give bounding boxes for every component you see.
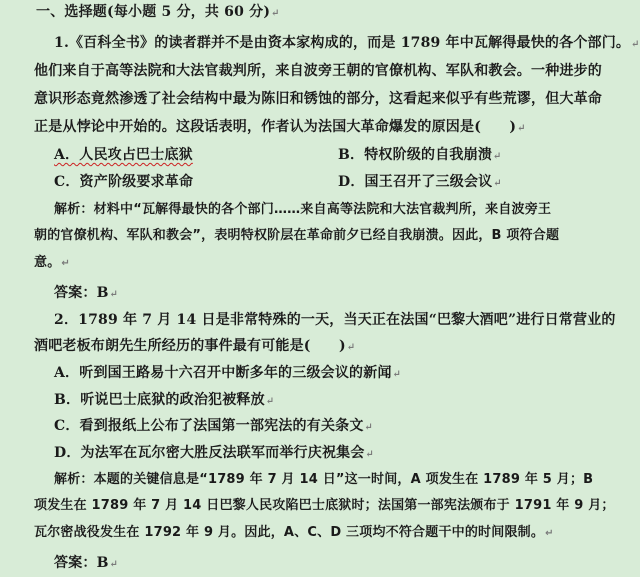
paragraph-mark: ↵ — [365, 449, 375, 460]
section-title — [0, 2, 626, 24]
q2-stem-line — [0, 310, 626, 330]
q1-explanation-text: 朝的官僚机构、军队和教会”，表明特权阶层在革命前夕已经自我崩溃。因此，B 项符合题 — [34, 228, 560, 243]
q2-option-a-text: A．听到国王路易十六召开中断多年的三级会议的新闻 — [54, 365, 392, 381]
paragraph-mark: ↵ — [631, 39, 640, 50]
q2-explanation-line — [0, 523, 626, 544]
q1-explanation-text: 意。 — [34, 255, 61, 270]
q1-option-a-text: A．人民攻占巴士底狱 — [54, 147, 193, 163]
paragraph-mark: ↵ — [392, 369, 402, 380]
q1-option-b-text: B．特权阶级的自我崩溃 — [338, 147, 493, 163]
q2-explanation-line — [0, 470, 626, 490]
q2-option-c[interactable] — [0, 416, 626, 438]
q2-stem-line — [0, 336, 626, 358]
paragraph-mark: ↵ — [517, 123, 526, 134]
q1-answer-text: 答案：B — [54, 285, 109, 301]
q1-answer — [0, 283, 626, 305]
q2-explanation-text: 项发生在 1789 年 7 月 14 日巴黎人民攻陷巴士底狱时；法国第一部宪法颁布于 1791 年 9 月； — [34, 498, 615, 513]
q2-option-c-text: C．看到报纸上公布了法国第一部宪法的有关条文 — [54, 418, 364, 434]
q2-stem-text: 酒吧老板布朗先生所经历的事件最有可能是( ) — [34, 338, 346, 354]
q2-option-a[interactable] — [0, 363, 626, 385]
q1-stem-text: 他们来自于高等法院和大法官裁判所，来自波旁王朝的官僚机构、军队和教会。一种进步的 — [34, 63, 602, 79]
q1-stem-line — [0, 117, 626, 139]
q2-option-b[interactable] — [0, 390, 626, 412]
paragraph-mark: ↵ — [364, 422, 374, 433]
q2-explanation-text: 瓦尔密战役发生在 1792 年 9 月。因此，A、C、D 三项均不符合题干中的时间限制。 — [34, 525, 545, 540]
q1-explanation-line — [0, 200, 626, 220]
q2-explanation-text: 解析：本题的关键信息是“1789 年 7 月 14 日”这一时间，A 项发生在 1789 年 5 月；B — [54, 472, 594, 487]
paragraph-mark: ↵ — [61, 258, 70, 269]
q1-stem-text: 1.《百科全书》的读者群并不是由资本家构成的，而是 1789 年中瓦解得最快的各个部门。 — [54, 35, 631, 51]
q1-explanation-text: 解析：材料中“瓦解得最快的各个部门……来自高等法院和大法官裁判所，来自波旁王 — [54, 202, 552, 217]
q2-answer — [0, 553, 626, 575]
q1-option-d-text: D．国王召开了三级会议 — [338, 174, 493, 190]
q1-option-c-text: C．资产阶级要求革命 — [54, 174, 194, 190]
q1-explanation-line — [0, 226, 626, 246]
q2-explanation-line — [0, 496, 626, 516]
q2-answer-text: 答案：B — [54, 555, 109, 571]
q1-explanation-line — [0, 253, 626, 274]
q1-stem-text: 正是从悖论中开始的。这段话表明，作者认为法国大革命爆发的原因是( ) — [34, 119, 517, 135]
q1-stem-line — [0, 33, 640, 55]
q2-stem-text: 2．1789 年 7 月 14 日是非常特殊的一天，当天正在法国“巴黎大酒吧”进行日常营业的 — [54, 312, 616, 328]
paragraph-mark: ↵ — [271, 8, 280, 19]
q1-option-b[interactable] — [338, 145, 502, 167]
q2-option-b-text: B．听说巴士底狱的政治犯被释放 — [54, 392, 265, 408]
paragraph-mark: ↵ — [346, 342, 356, 353]
paragraph-mark: ↵ — [109, 289, 119, 300]
q1-option-c[interactable] — [54, 172, 193, 192]
paragraph-mark: ↵ — [493, 178, 502, 189]
q2-option-d[interactable] — [0, 443, 626, 465]
q2-option-d-text: D．为法军在瓦尔密大胜反法联军而举行庆祝集会 — [54, 445, 365, 461]
paragraph-mark: ↵ — [545, 528, 554, 539]
q1-option-a[interactable] — [54, 145, 193, 165]
paragraph-mark: ↵ — [493, 151, 502, 162]
q1-option-d[interactable] — [338, 172, 502, 194]
paragraph-mark: ↵ — [265, 396, 275, 407]
q1-stem-line — [0, 89, 626, 109]
section-title-text: 一、选择题(每小题 5 分，共 60 分) — [36, 4, 271, 20]
paragraph-mark: ↵ — [109, 559, 119, 570]
q1-stem-text: 意识形态竟然渗透了社会结构中最为陈旧和锈蚀的部分，这看起来似乎有些荒谬，但大革命 — [34, 91, 602, 107]
q1-stem-line — [0, 61, 626, 81]
